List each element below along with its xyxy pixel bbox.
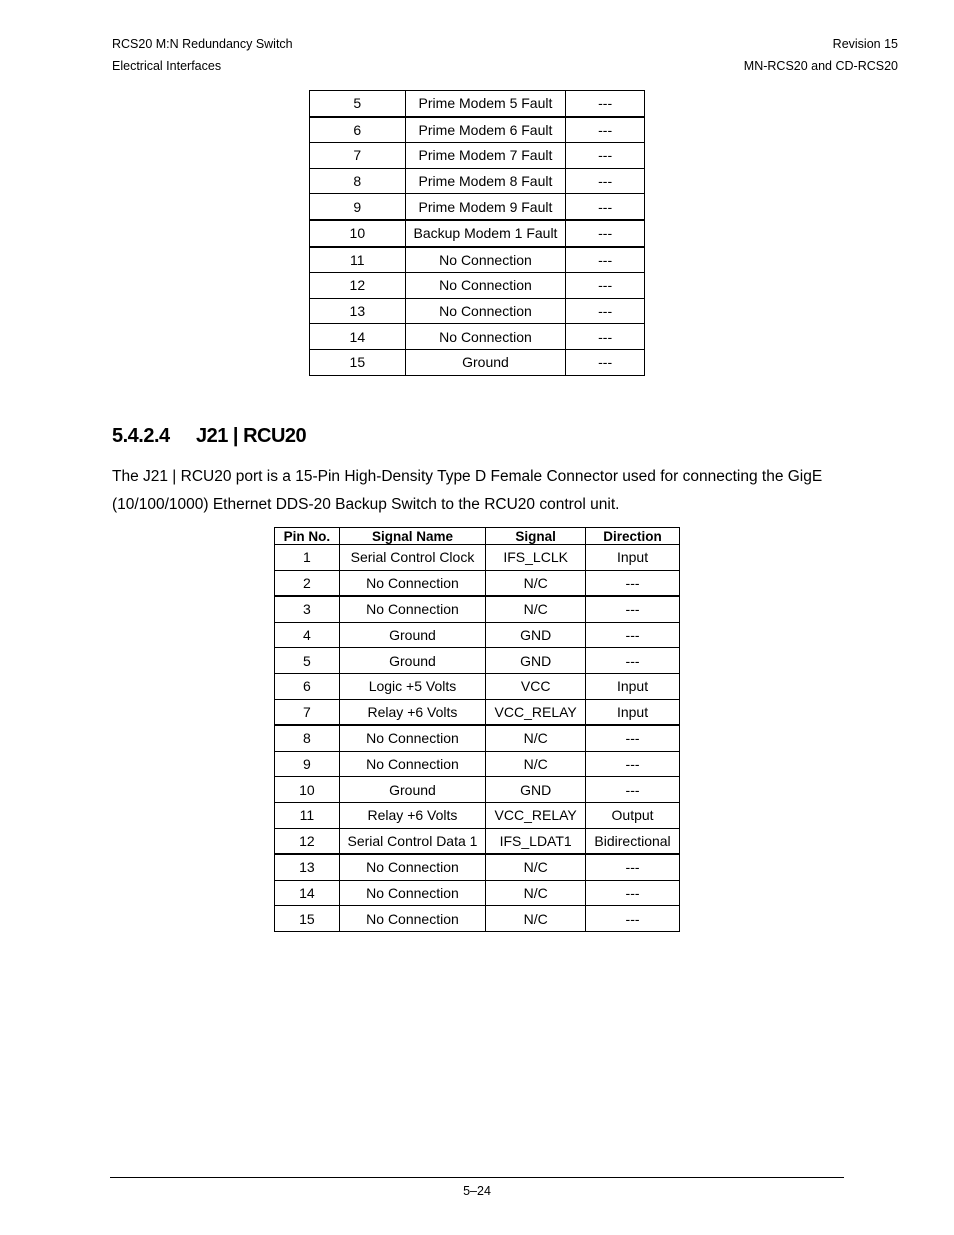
signal-name-cell: Prime Modem 9 Fault (405, 194, 566, 220)
direction-cell: --- (566, 91, 645, 117)
direction-cell: --- (586, 854, 680, 880)
pin-cell: 14 (310, 324, 406, 350)
pin-cell: 12 (275, 828, 340, 854)
signal-cell: VCC_RELAY (486, 699, 586, 725)
signal-cell: GND (486, 648, 586, 674)
table-row (310, 247, 645, 273)
direction-cell: --- (566, 324, 645, 350)
direction-cell: --- (586, 777, 680, 803)
table-row (275, 673, 680, 699)
signal-cell: N/C (486, 906, 586, 932)
table-header-row (275, 528, 680, 545)
signal-name-cell: Relay +6 Volts (339, 802, 486, 828)
header-manual-number: MN-RCS20 and CD-RCS20 (743, 59, 898, 73)
pin-cell: 10 (310, 220, 406, 247)
signal-cell: N/C (486, 751, 586, 777)
table-row (275, 699, 680, 725)
signal-header: Signal (486, 528, 586, 545)
direction-cell: Bidirectional (586, 828, 680, 854)
header-chapter-title: Electrical Interfaces (112, 59, 222, 73)
signal-cell: VCC (486, 673, 586, 699)
signal-name-cell: Ground (339, 622, 486, 648)
direction-cell: Input (586, 673, 680, 699)
table-row (275, 828, 680, 854)
signal-cell: N/C (486, 725, 586, 751)
signal-name-cell: Ground (405, 349, 566, 375)
direction-cell: --- (566, 298, 645, 324)
pin-cell: 14 (275, 880, 340, 906)
signal-name-cell: Ground (339, 648, 486, 674)
table-row (310, 220, 645, 247)
header-revision: Revision 15 (832, 37, 898, 51)
signal-name-cell: No Connection (339, 725, 486, 751)
signal-name-cell: No Connection (339, 906, 486, 932)
signal-name-cell: Backup Modem 1 Fault (405, 220, 566, 247)
signal-name-cell: Logic +5 Volts (339, 673, 486, 699)
signal-cell: GND (486, 622, 586, 648)
signal-name-cell: No Connection (339, 596, 486, 622)
direction-cell: --- (586, 906, 680, 932)
section-number: 5.4.2.4 (112, 425, 170, 447)
pin-cell: 5 (310, 91, 406, 117)
j21-pinout-table (274, 527, 680, 932)
pin-cell: 11 (275, 802, 340, 828)
direction-cell: --- (586, 725, 680, 751)
signal-name-cell: No Connection (339, 570, 486, 596)
pin-cell: 7 (275, 699, 340, 725)
direction-cell: --- (566, 143, 645, 169)
signal-name-cell: No Connection (339, 854, 486, 880)
direction-cell: --- (566, 168, 645, 194)
pin-cell: 6 (310, 117, 406, 143)
signal-name-cell: Prime Modem 5 Fault (405, 91, 566, 117)
direction-cell: --- (566, 247, 645, 273)
table-row (275, 751, 680, 777)
table-row (275, 622, 680, 648)
signal-name-cell: Serial Control Clock (339, 545, 486, 571)
table-row (310, 273, 645, 299)
page-number: 5–24 (463, 1184, 491, 1198)
signal-name-cell: Ground (339, 777, 486, 803)
signal-cell: N/C (486, 570, 586, 596)
signal-name-cell: Prime Modem 7 Fault (405, 143, 566, 169)
signal-name-cell: Prime Modem 8 Fault (405, 168, 566, 194)
signal-name-cell: No Connection (339, 751, 486, 777)
signal-name-cell: No Connection (405, 247, 566, 273)
pin-cell: 15 (310, 349, 406, 375)
pin-cell: 9 (275, 751, 340, 777)
direction-cell: --- (566, 220, 645, 247)
pin-no-header: Pin No. (275, 528, 340, 545)
pin-cell: 4 (275, 622, 340, 648)
signal-cell: N/C (486, 854, 586, 880)
direction-cell: --- (586, 751, 680, 777)
direction-cell: --- (566, 273, 645, 299)
signal-cell: IFS_LDAT1 (486, 828, 586, 854)
signal-cell: VCC_RELAY (486, 802, 586, 828)
footer-divider (110, 1177, 844, 1178)
table-row (310, 349, 645, 375)
pin-cell: 1 (275, 545, 340, 571)
signal-name-cell: Relay +6 Volts (339, 699, 486, 725)
pin-cell: 12 (310, 273, 406, 299)
table-row (275, 777, 680, 803)
table-row (310, 298, 645, 324)
direction-cell: Input (586, 545, 680, 571)
direction-cell: Output (586, 802, 680, 828)
direction-cell: --- (566, 194, 645, 220)
table-row (275, 725, 680, 751)
table-row (310, 324, 645, 350)
direction-cell: Input (586, 699, 680, 725)
pin-cell: 8 (310, 168, 406, 194)
signal-name-cell: No Connection (405, 324, 566, 350)
direction-cell: --- (586, 880, 680, 906)
direction-cell: --- (566, 349, 645, 375)
signal-name-cell: No Connection (405, 273, 566, 299)
pin-cell: 8 (275, 725, 340, 751)
pin-cell: 15 (275, 906, 340, 932)
pin-cell: 5 (275, 648, 340, 674)
direction-cell: --- (586, 622, 680, 648)
pin-cell: 10 (275, 777, 340, 803)
table-row (275, 545, 680, 571)
section-heading (112, 425, 306, 448)
direction-header: Direction (586, 528, 680, 545)
table-row (310, 117, 645, 143)
table-row (275, 880, 680, 906)
table-row (275, 854, 680, 880)
section-title: J21 | RCU20 (196, 425, 307, 447)
continued-pinout-table (309, 90, 645, 376)
pin-cell: 6 (275, 673, 340, 699)
direction-cell: --- (586, 648, 680, 674)
table-row (275, 906, 680, 932)
header-document-title: RCS20 M:N Redundancy Switch (112, 37, 293, 51)
table-row (275, 648, 680, 674)
pin-cell: 3 (275, 596, 340, 622)
pin-cell: 2 (275, 570, 340, 596)
signal-name-cell: No Connection (405, 298, 566, 324)
table-row (275, 570, 680, 596)
signal-cell: GND (486, 777, 586, 803)
pin-cell: 13 (310, 298, 406, 324)
table-row (275, 596, 680, 622)
pin-cell: 9 (310, 194, 406, 220)
signal-name-header: Signal Name (339, 528, 486, 545)
signal-name-cell: Prime Modem 6 Fault (405, 117, 566, 143)
signal-name-cell: Serial Control Data 1 (339, 828, 486, 854)
signal-name-cell: No Connection (339, 880, 486, 906)
direction-cell: --- (566, 117, 645, 143)
signal-cell: N/C (486, 596, 586, 622)
signal-cell: N/C (486, 880, 586, 906)
direction-cell: --- (586, 570, 680, 596)
pin-cell: 7 (310, 143, 406, 169)
table-row (310, 168, 645, 194)
section-paragraph: The J21 | RCU20 port is a 15-Pin High-Density Type D Female Connector used for connecting the GigE (10/100/1000) Ethernet DDS-20 Backup Switch to the RCU20 control unit. (112, 468, 823, 513)
pin-cell: 13 (275, 854, 340, 880)
signal-cell: IFS_LCLK (486, 545, 586, 571)
direction-cell: --- (586, 596, 680, 622)
table-row (310, 143, 645, 169)
table-row (310, 91, 645, 117)
table-row (310, 194, 645, 220)
table-row (275, 802, 680, 828)
pin-cell: 11 (310, 247, 406, 273)
